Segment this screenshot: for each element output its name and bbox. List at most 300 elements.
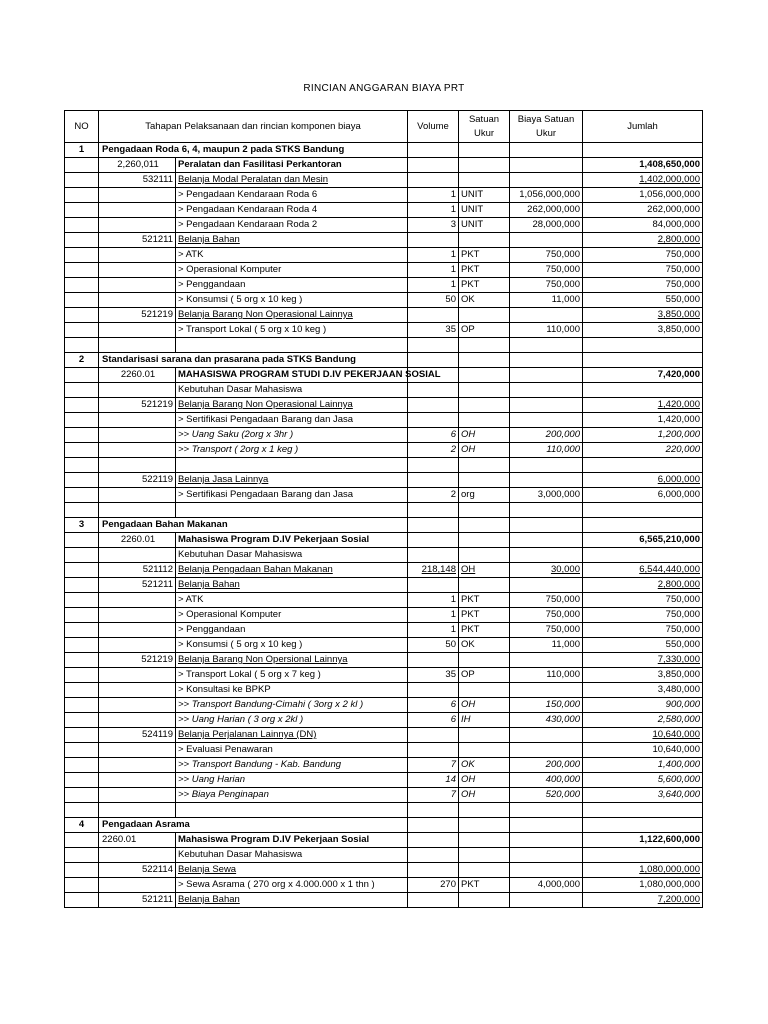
unit-cell <box>459 833 510 848</box>
account-code <box>99 698 176 713</box>
row-number <box>65 863 99 878</box>
table-row <box>65 683 703 698</box>
item-description: Belanja Barang Non Operasional Lainnya <box>176 308 408 323</box>
item-description: Belanja Bahan <box>176 893 408 908</box>
unit-cost-cell <box>510 533 583 548</box>
item-description: > Pengadaan Kendaraan Roda 4 <box>176 203 408 218</box>
row-number <box>65 878 99 893</box>
volume-cell <box>408 383 459 398</box>
item-description: Belanja Barang Non Opersional Lainnya <box>176 653 408 668</box>
account-code <box>99 593 176 608</box>
item-description: >> Transport Bandung - Kab. Bandung <box>176 758 408 773</box>
unit-cost-cell <box>510 413 583 428</box>
account-code <box>99 503 176 518</box>
table-row <box>65 173 703 188</box>
unit-cost-cell <box>510 728 583 743</box>
unit-cell: OK <box>459 293 510 308</box>
total-cell: 10,640,000 <box>583 743 703 758</box>
volume-cell <box>408 743 459 758</box>
account-code <box>99 293 176 308</box>
volume-cell: 50 <box>408 638 459 653</box>
table-row <box>65 233 703 248</box>
unit-cell <box>459 728 510 743</box>
total-cell: 1,402,000,000 <box>583 173 703 188</box>
unit-cell <box>459 893 510 908</box>
row-number <box>65 293 99 308</box>
total-cell <box>583 338 703 353</box>
volume-cell: 7 <box>408 758 459 773</box>
unit-cell: IH <box>459 713 510 728</box>
unit-cell <box>459 683 510 698</box>
header-volume: Volume <box>408 111 459 143</box>
item-description: Belanja Bahan <box>176 233 408 248</box>
table-row <box>65 848 703 863</box>
unit-cell <box>459 383 510 398</box>
account-code: 521211 <box>99 893 176 908</box>
unit-cost-cell <box>510 653 583 668</box>
volume-cell <box>408 413 459 428</box>
row-number <box>65 713 99 728</box>
account-code <box>99 788 176 803</box>
item-description: Belanja Modal Peralatan dan Mesin <box>176 173 408 188</box>
volume-cell: 1 <box>408 263 459 278</box>
table-row <box>65 818 703 833</box>
table-row <box>65 758 703 773</box>
item-description: > Konsumsi ( 5 org x 10 keg ) <box>176 293 408 308</box>
volume-cell <box>408 353 459 368</box>
total-cell: 750,000 <box>583 593 703 608</box>
table-row <box>65 398 703 413</box>
table-row <box>65 623 703 638</box>
account-code <box>99 323 176 338</box>
item-description: > Evaluasi Penawaran <box>176 743 408 758</box>
account-code: 2260.01 <box>99 533 176 548</box>
row-number <box>65 383 99 398</box>
row-number <box>65 158 99 173</box>
item-description: > Pengadaan Kendaraan Roda 2 <box>176 218 408 233</box>
unit-cell <box>459 458 510 473</box>
unit-cost-cell: 11,000 <box>510 293 583 308</box>
table-row <box>65 518 703 533</box>
total-cell: 2,580,000 <box>583 713 703 728</box>
unit-cost-cell: 430,000 <box>510 713 583 728</box>
total-cell <box>583 458 703 473</box>
account-code <box>99 263 176 278</box>
unit-cell <box>459 818 510 833</box>
row-number <box>65 593 99 608</box>
total-cell <box>583 518 703 533</box>
unit-cost-cell <box>510 833 583 848</box>
unit-cell: OH <box>459 773 510 788</box>
unit-cost-cell: 1,056,000,000 <box>510 188 583 203</box>
item-description: > Penggandaan <box>176 278 408 293</box>
volume-cell <box>408 158 459 173</box>
account-code: 2,260,011 <box>99 158 176 173</box>
item-description: > Transport Lokal ( 5 org x 7 keg ) <box>176 668 408 683</box>
row-number <box>65 773 99 788</box>
total-cell: 3,850,000 <box>583 668 703 683</box>
table-row <box>65 338 703 353</box>
account-code: 521219 <box>99 653 176 668</box>
total-cell: 220,000 <box>583 443 703 458</box>
unit-cost-cell <box>510 353 583 368</box>
total-cell: 550,000 <box>583 293 703 308</box>
item-description <box>176 503 408 518</box>
item-description: >> Uang Harian ( 3 org x 2kl ) <box>176 713 408 728</box>
unit-cell <box>459 158 510 173</box>
item-description: Kebutuhan Dasar Mahasiswa <box>176 383 408 398</box>
unit-cell <box>459 338 510 353</box>
row-number <box>65 233 99 248</box>
total-cell: 1,200,000 <box>583 428 703 443</box>
volume-cell: 6 <box>408 698 459 713</box>
unit-cost-cell <box>510 893 583 908</box>
volume-cell <box>408 473 459 488</box>
table-row <box>65 773 703 788</box>
unit-cost-cell: 30,000 <box>510 563 583 578</box>
header-unit: Satuan Ukur <box>459 111 510 143</box>
table-row <box>65 203 703 218</box>
table-row <box>65 218 703 233</box>
volume-cell <box>408 518 459 533</box>
unit-cost-cell: 110,000 <box>510 323 583 338</box>
table-row <box>65 743 703 758</box>
unit-cost-cell <box>510 398 583 413</box>
account-code <box>99 668 176 683</box>
row-number <box>65 578 99 593</box>
unit-cell <box>459 578 510 593</box>
volume-cell: 7 <box>408 788 459 803</box>
item-description: Peralatan dan Fasilitasi Perkantoran <box>176 158 408 173</box>
unit-cost-cell <box>510 368 583 383</box>
unit-cell <box>459 368 510 383</box>
table-row <box>65 563 703 578</box>
total-cell: 1,420,000 <box>583 398 703 413</box>
table-row <box>65 413 703 428</box>
row-number <box>65 668 99 683</box>
total-cell: 3,850,000 <box>583 323 703 338</box>
table-row <box>65 308 703 323</box>
unit-cell <box>459 413 510 428</box>
unit-cell: OP <box>459 323 510 338</box>
volume-cell: 1 <box>408 608 459 623</box>
document-title: RINCIAN ANGGARAN BIAYA PRT <box>303 83 465 94</box>
volume-cell <box>408 338 459 353</box>
table-row <box>65 668 703 683</box>
item-description: > Sewa Asrama ( 270 org x 4.000.000 x 1 thn ) <box>176 878 408 893</box>
volume-cell <box>408 533 459 548</box>
budget-table <box>64 110 703 908</box>
unit-cell: PKT <box>459 263 510 278</box>
table-row <box>65 878 703 893</box>
total-cell: 262,000,000 <box>583 203 703 218</box>
account-code <box>99 488 176 503</box>
unit-cost-cell <box>510 383 583 398</box>
unit-cell <box>459 233 510 248</box>
account-code <box>99 713 176 728</box>
item-description: > Konsultasi ke BPKP <box>176 683 408 698</box>
unit-cost-cell <box>510 848 583 863</box>
item-description: Belanja Jasa Lainnya <box>176 473 408 488</box>
volume-cell: 218,148 <box>408 563 459 578</box>
unit-cell: OK <box>459 638 510 653</box>
account-code: 521211 <box>99 233 176 248</box>
unit-cell: UNIT <box>459 203 510 218</box>
total-cell: 750,000 <box>583 263 703 278</box>
row-number <box>65 563 99 578</box>
total-cell <box>583 803 703 818</box>
item-description: > Konsumsi ( 5 org x 10 keg ) <box>176 638 408 653</box>
row-number <box>65 308 99 323</box>
row-number <box>65 893 99 908</box>
account-code <box>99 638 176 653</box>
account-code <box>99 743 176 758</box>
unit-cost-cell <box>510 578 583 593</box>
volume-cell: 1 <box>408 593 459 608</box>
row-number <box>65 548 99 563</box>
account-code <box>99 218 176 233</box>
row-number <box>65 338 99 353</box>
unit-cost-cell <box>510 338 583 353</box>
account-code <box>99 203 176 218</box>
unit-cost-cell: 750,000 <box>510 593 583 608</box>
item-description: MAHASISWA PROGRAM STUDI D.IV PEKERJAAN SOSIAL <box>176 368 408 383</box>
total-cell: 750,000 <box>583 278 703 293</box>
total-cell: 1,122,600,000 <box>583 833 703 848</box>
table-row <box>65 383 703 398</box>
volume-cell <box>408 833 459 848</box>
unit-cell: PKT <box>459 278 510 293</box>
header-unit-cost: Biaya Satuan Ukur <box>510 111 583 143</box>
total-cell <box>583 353 703 368</box>
row-number <box>65 758 99 773</box>
item-description: > Transport Lokal ( 5 org x 10 keg ) <box>176 323 408 338</box>
row-number: 1 <box>65 143 99 158</box>
item-description: > ATK <box>176 248 408 263</box>
item-description <box>176 458 408 473</box>
unit-cell <box>459 398 510 413</box>
account-code <box>99 878 176 893</box>
item-description: Belanja Bahan <box>176 578 408 593</box>
volume-cell: 35 <box>408 323 459 338</box>
unit-cost-cell <box>510 863 583 878</box>
unit-cost-cell: 28,000,000 <box>510 218 583 233</box>
total-cell <box>583 818 703 833</box>
account-code: 521219 <box>99 308 176 323</box>
unit-cell <box>459 533 510 548</box>
volume-cell: 50 <box>408 293 459 308</box>
item-description: > ATK <box>176 593 408 608</box>
total-cell: 3,480,000 <box>583 683 703 698</box>
volume-cell <box>408 578 459 593</box>
unit-cost-cell: 520,000 <box>510 788 583 803</box>
section-title: Pengadaan Bahan Makanan <box>99 518 408 533</box>
item-description: > Pengadaan Kendaraan Roda 6 <box>176 188 408 203</box>
volume-cell <box>408 863 459 878</box>
volume-cell <box>408 728 459 743</box>
volume-cell <box>408 683 459 698</box>
table-row <box>65 188 703 203</box>
account-code: 521112 <box>99 563 176 578</box>
row-number <box>65 473 99 488</box>
unit-cell <box>459 743 510 758</box>
table-row <box>65 578 703 593</box>
item-description: >> Biaya Penginapan <box>176 788 408 803</box>
account-code: 2260.01 <box>99 368 176 383</box>
unit-cell: PKT <box>459 248 510 263</box>
row-number <box>65 173 99 188</box>
unit-cost-cell <box>510 518 583 533</box>
unit-cost-cell <box>510 473 583 488</box>
total-cell: 1,420,000 <box>583 413 703 428</box>
table-row <box>65 278 703 293</box>
table-row <box>65 608 703 623</box>
account-code <box>99 773 176 788</box>
unit-cost-cell <box>510 503 583 518</box>
account-code <box>99 248 176 263</box>
header-no: NO <box>65 111 99 143</box>
total-cell: 900,000 <box>583 698 703 713</box>
table-row <box>65 263 703 278</box>
total-cell <box>583 848 703 863</box>
item-description: >> Transport ( 2org x 1 keg ) <box>176 443 408 458</box>
volume-cell: 3 <box>408 218 459 233</box>
volume-cell <box>408 308 459 323</box>
row-number <box>65 488 99 503</box>
row-number <box>65 533 99 548</box>
item-description: >> Uang Saku (2org x 3hr ) <box>176 428 408 443</box>
volume-cell: 1 <box>408 278 459 293</box>
account-code <box>99 548 176 563</box>
row-number <box>65 833 99 848</box>
unit-cost-cell <box>510 818 583 833</box>
volume-cell: 2 <box>408 488 459 503</box>
total-cell: 6,000,000 <box>583 473 703 488</box>
table-row <box>65 698 703 713</box>
row-number <box>65 278 99 293</box>
table-row <box>65 353 703 368</box>
account-code <box>99 188 176 203</box>
item-description: > Penggandaan <box>176 623 408 638</box>
table-row <box>65 428 703 443</box>
account-code <box>99 758 176 773</box>
total-cell: 1,400,000 <box>583 758 703 773</box>
unit-cost-cell <box>510 158 583 173</box>
unit-cost-cell <box>510 548 583 563</box>
unit-cost-cell: 750,000 <box>510 248 583 263</box>
item-description: Kebutuhan Dasar Mahasiswa <box>176 548 408 563</box>
row-number <box>65 428 99 443</box>
account-code <box>99 608 176 623</box>
total-cell <box>583 383 703 398</box>
unit-cell: OH <box>459 428 510 443</box>
total-cell: 7,420,000 <box>583 368 703 383</box>
unit-cost-cell: 110,000 <box>510 443 583 458</box>
row-number <box>65 728 99 743</box>
row-number <box>65 248 99 263</box>
item-description: Belanja Barang Non Operasional Lainnya <box>176 398 408 413</box>
row-number <box>65 443 99 458</box>
unit-cell <box>459 503 510 518</box>
total-cell: 10,640,000 <box>583 728 703 743</box>
item-description: Belanja Pengadaan Bahan Makanan <box>176 563 408 578</box>
item-description <box>176 803 408 818</box>
unit-cell: PKT <box>459 878 510 893</box>
account-code <box>99 683 176 698</box>
account-code: 522114 <box>99 863 176 878</box>
unit-cost-cell <box>510 803 583 818</box>
row-number <box>65 683 99 698</box>
row-number <box>65 743 99 758</box>
unit-cell <box>459 473 510 488</box>
account-code <box>99 338 176 353</box>
total-cell <box>583 503 703 518</box>
item-description <box>176 338 408 353</box>
row-number <box>65 608 99 623</box>
unit-cell <box>459 308 510 323</box>
account-code: 522119 <box>99 473 176 488</box>
total-cell: 1,056,000,000 <box>583 188 703 203</box>
row-number <box>65 623 99 638</box>
item-description: > Operasional Komputer <box>176 263 408 278</box>
item-description: Belanja Perjalanan Lainnya (DN) <box>176 728 408 743</box>
unit-cost-cell: 750,000 <box>510 263 583 278</box>
item-description: Belanja Sewa <box>176 863 408 878</box>
unit-cost-cell: 3,000,000 <box>510 488 583 503</box>
total-cell: 5,600,000 <box>583 773 703 788</box>
total-cell: 6,544,440,000 <box>583 563 703 578</box>
account-code <box>99 458 176 473</box>
total-cell: 750,000 <box>583 623 703 638</box>
table-row <box>65 653 703 668</box>
total-cell <box>583 548 703 563</box>
row-number <box>65 803 99 818</box>
row-number <box>65 458 99 473</box>
volume-cell: 1 <box>408 203 459 218</box>
table-row <box>65 863 703 878</box>
table-row <box>65 248 703 263</box>
unit-cell <box>459 863 510 878</box>
volume-cell: 270 <box>408 878 459 893</box>
account-code <box>99 278 176 293</box>
volume-cell <box>408 653 459 668</box>
unit-cost-cell <box>510 458 583 473</box>
unit-cost-cell: 750,000 <box>510 608 583 623</box>
volume-cell <box>408 818 459 833</box>
row-number <box>65 398 99 413</box>
unit-cell: PKT <box>459 608 510 623</box>
volume-cell: 6 <box>408 713 459 728</box>
total-cell: 550,000 <box>583 638 703 653</box>
table-row <box>65 488 703 503</box>
volume-cell: 14 <box>408 773 459 788</box>
account-code <box>99 383 176 398</box>
unit-cell: OH <box>459 698 510 713</box>
row-number <box>65 368 99 383</box>
unit-cell <box>459 803 510 818</box>
volume-cell <box>408 893 459 908</box>
unit-cost-cell <box>510 143 583 158</box>
account-code: 521211 <box>99 578 176 593</box>
header-total: Jumlah <box>583 111 703 143</box>
unit-cell: OH <box>459 443 510 458</box>
section-title: Pengadaan Roda 6, 4, maupun 2 pada STKS Bandung <box>99 143 408 158</box>
row-number <box>65 263 99 278</box>
unit-cost-cell: 262,000,000 <box>510 203 583 218</box>
account-code <box>99 413 176 428</box>
unit-cell: PKT <box>459 623 510 638</box>
account-code: 532111 <box>99 173 176 188</box>
